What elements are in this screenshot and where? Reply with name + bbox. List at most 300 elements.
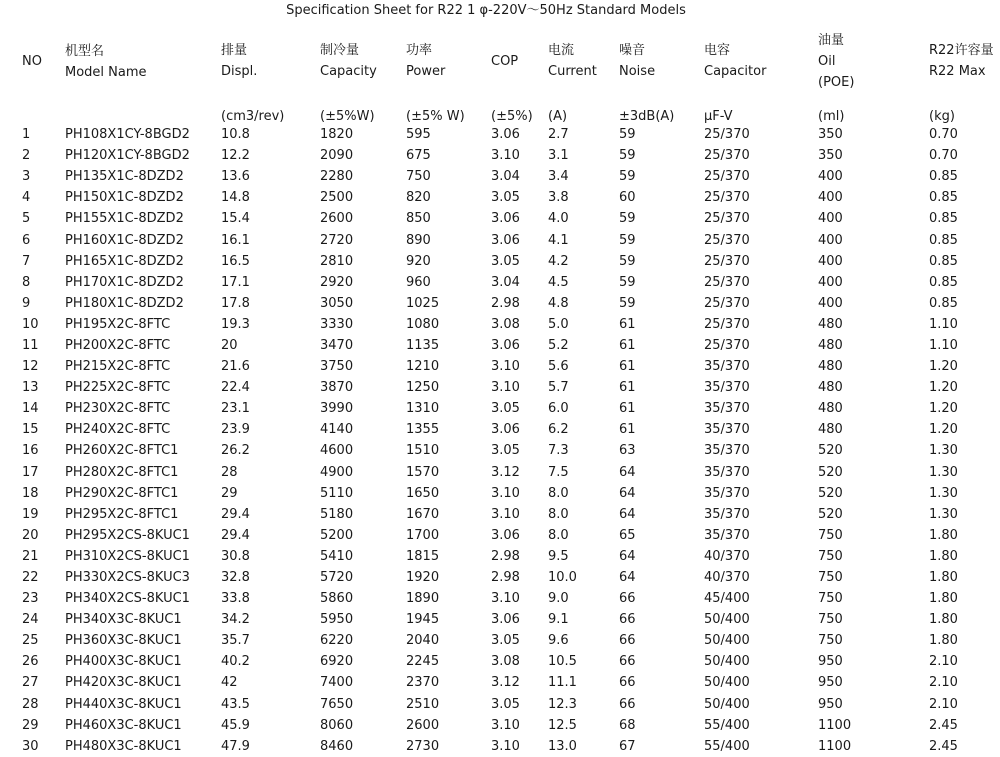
cell-current: 9.6 — [548, 633, 569, 649]
cell-power: 1355 — [406, 422, 440, 438]
cell-displacement: 23.9 — [221, 422, 250, 438]
cell-capacity: 7650 — [320, 696, 354, 712]
cell-cop: 3.05 — [491, 696, 520, 712]
cell-r22-max: 0.85 — [929, 190, 958, 206]
cell-r22-max: 0.85 — [929, 169, 958, 185]
cell-power: 820 — [406, 190, 431, 206]
cell-model-name: PH155X1C-8DZD2 — [65, 211, 184, 227]
table-row — [22, 694, 999, 715]
cell-oil: 1100 — [818, 717, 852, 733]
cell-r22-max: 2.10 — [929, 675, 958, 691]
cell-model-name: PH260X2C-8FTC1 — [65, 443, 179, 459]
cell-power: 1210 — [406, 359, 440, 375]
cell-power: 920 — [406, 253, 431, 269]
cell-capacitor: 25/370 — [704, 274, 750, 290]
cell-model-name: PH280X2C-8FTC1 — [65, 464, 179, 480]
header-noise-en: Noise — [619, 64, 656, 79]
cell-capacitor: 35/370 — [704, 464, 750, 480]
cell-oil: 520 — [818, 443, 843, 459]
cell-r22-max: 0.85 — [929, 232, 958, 248]
cell-oil: 480 — [818, 401, 843, 417]
cell-model-name: PH340X3C-8KUC1 — [65, 612, 182, 628]
cell-power: 1815 — [406, 548, 440, 564]
cell-r22-max: 1.80 — [929, 591, 958, 607]
cell-no: 17 — [22, 464, 39, 480]
cell-model-name: PH120X1CY-8BGD2 — [65, 148, 190, 164]
cell-capacitor: 55/400 — [704, 738, 750, 754]
cell-cop: 3.10 — [491, 591, 520, 607]
table-row — [22, 229, 999, 250]
cell-r22-max: 0.70 — [929, 127, 958, 143]
cell-oil: 950 — [818, 675, 843, 691]
table-body — [22, 124, 999, 757]
cell-current: 9.1 — [548, 612, 569, 628]
cell-r22-max: 0.70 — [929, 148, 958, 164]
cell-cop: 3.06 — [491, 127, 520, 143]
header-cap-en: Capacity — [320, 64, 377, 79]
cell-r22-max: 1.20 — [929, 422, 958, 438]
cell-power: 1080 — [406, 316, 440, 332]
cell-displacement: 35.7 — [221, 633, 250, 649]
cell-no: 27 — [22, 675, 39, 691]
cell-cop: 3.06 — [491, 337, 520, 353]
cell-r22-max: 0.85 — [929, 253, 958, 269]
cell-displacement: 45.9 — [221, 717, 250, 733]
cell-current: 12.5 — [548, 717, 577, 733]
cell-oil: 480 — [818, 380, 843, 396]
cell-current: 7.5 — [548, 464, 569, 480]
cell-r22-max: 1.10 — [929, 316, 958, 332]
header-cop — [491, 22, 548, 100]
table-row — [22, 398, 999, 419]
cell-no: 13 — [22, 380, 39, 396]
cell-capacitor: 25/370 — [704, 211, 750, 227]
header-pow-en: Power — [406, 64, 446, 79]
cell-model-name: PH135X1C-8DZD2 — [65, 169, 184, 185]
cell-capacitor: 55/400 — [704, 717, 750, 733]
cell-r22-max: 1.30 — [929, 443, 958, 459]
cell-oil: 750 — [818, 633, 843, 649]
cell-capacitor: 40/370 — [704, 570, 750, 586]
header-capac-en: Capacitor — [704, 64, 767, 79]
cell-displacement: 16.1 — [221, 232, 250, 248]
cell-cop: 3.05 — [491, 443, 520, 459]
cell-power: 1890 — [406, 591, 440, 607]
cell-noise: 66 — [619, 654, 636, 670]
cell-oil: 750 — [818, 591, 843, 607]
header-pow-cn: 功率 — [406, 43, 433, 58]
cell-current: 8.0 — [548, 485, 569, 501]
cell-displacement: 14.8 — [221, 190, 250, 206]
header-oil-en: Oil — [818, 53, 836, 69]
cell-displacement: 19.3 — [221, 316, 250, 332]
cell-capacitor: 25/370 — [704, 127, 750, 143]
cell-noise: 67 — [619, 738, 636, 754]
cell-no: 18 — [22, 485, 39, 501]
cell-r22-max: 1.80 — [929, 548, 958, 564]
cell-displacement: 20 — [221, 337, 238, 353]
cell-power: 1670 — [406, 506, 440, 522]
header-noise — [619, 22, 704, 100]
table-row — [22, 293, 999, 314]
cell-capacity: 5410 — [320, 548, 354, 564]
cell-oil: 350 — [818, 148, 843, 164]
cell-current: 3.8 — [548, 190, 569, 206]
cell-capacitor: 50/400 — [704, 654, 750, 670]
cell-displacement: 47.9 — [221, 738, 250, 754]
cell-model-name: PH165X1C-8DZD2 — [65, 253, 184, 269]
cell-capacitor: 35/370 — [704, 401, 750, 417]
cell-model-name: PH170X1C-8DZD2 — [65, 274, 184, 290]
header-oil-cn: 油量 — [818, 32, 845, 48]
header-no — [22, 22, 65, 100]
cell-no: 4 — [22, 190, 31, 206]
cell-no: 26 — [22, 654, 39, 670]
table-row — [22, 736, 999, 757]
cell-model-name: PH180X1C-8DZD2 — [65, 295, 184, 311]
cell-current: 10.5 — [548, 654, 577, 670]
cell-displacement: 22.4 — [221, 380, 250, 396]
table-row — [22, 715, 999, 736]
cell-capacity: 2810 — [320, 253, 354, 269]
cell-model-name: PH195X2C-8FTC — [65, 316, 171, 332]
cell-capacitor: 50/400 — [704, 612, 750, 628]
table-row — [22, 377, 999, 398]
cell-current: 2.7 — [548, 127, 569, 143]
header-capacity — [320, 22, 406, 100]
table-row — [22, 251, 999, 272]
cell-capacitor: 25/370 — [704, 148, 750, 164]
header-displ-cn: 排量 — [221, 43, 248, 58]
cell-displacement: 17.8 — [221, 295, 250, 311]
cell-capacitor: 50/400 — [704, 696, 750, 712]
cell-power: 750 — [406, 169, 431, 185]
cell-cop: 3.05 — [491, 190, 520, 206]
cell-displacement: 29.4 — [221, 527, 250, 543]
cell-noise: 59 — [619, 148, 636, 164]
cell-oil: 400 — [818, 253, 843, 269]
header-model-cn: 机型名 — [65, 44, 105, 59]
cell-cop: 3.08 — [491, 316, 520, 332]
cell-current: 6.2 — [548, 422, 569, 438]
cell-capacitor: 25/370 — [704, 253, 750, 269]
table-row — [22, 672, 999, 693]
cell-noise: 66 — [619, 591, 636, 607]
cell-model-name: PH108X1CY-8BGD2 — [65, 127, 190, 143]
unit-cell: μF-V — [704, 109, 733, 124]
cell-noise: 64 — [619, 464, 636, 480]
cell-noise: 63 — [619, 443, 636, 459]
cell-current: 13.0 — [548, 738, 577, 754]
cell-oil: 480 — [818, 422, 843, 438]
cell-power: 850 — [406, 211, 431, 227]
cell-displacement: 42 — [221, 675, 238, 691]
cell-current: 3.4 — [548, 169, 569, 185]
cell-noise: 68 — [619, 717, 636, 733]
cell-noise: 61 — [619, 380, 636, 396]
cell-displacement: 12.2 — [221, 148, 250, 164]
cell-oil: 520 — [818, 485, 843, 501]
table-row — [22, 588, 999, 609]
cell-r22-max: 0.85 — [929, 211, 958, 227]
header-noise-cn: 噪音 — [619, 43, 646, 58]
header-power — [406, 22, 491, 100]
cell-displacement: 40.2 — [221, 654, 250, 670]
cell-model-name: PH480X3C-8KUC1 — [65, 738, 182, 754]
cell-current: 10.0 — [548, 570, 577, 586]
cell-capacity: 2500 — [320, 190, 354, 206]
cell-noise: 61 — [619, 401, 636, 417]
spec-table — [22, 22, 999, 757]
table-row — [22, 504, 999, 525]
cell-noise: 59 — [619, 274, 636, 290]
cell-oil: 400 — [818, 295, 843, 311]
cell-capacity: 2090 — [320, 148, 354, 164]
cell-noise: 64 — [619, 485, 636, 501]
cell-oil: 350 — [818, 127, 843, 143]
cell-no: 28 — [22, 696, 39, 712]
cell-capacity: 5720 — [320, 570, 354, 586]
cell-no: 1 — [22, 127, 31, 143]
cell-capacitor: 25/370 — [704, 337, 750, 353]
cell-model-name: PH150X1C-8DZD2 — [65, 190, 184, 206]
cell-model-name: PH420X3C-8KUC1 — [65, 675, 182, 691]
cell-r22-max: 1.80 — [929, 633, 958, 649]
cell-displacement: 32.8 — [221, 570, 250, 586]
cell-displacement: 23.1 — [221, 401, 250, 417]
table-row — [22, 525, 999, 546]
cell-displacement: 34.2 — [221, 612, 250, 628]
cell-noise: 66 — [619, 675, 636, 691]
cell-displacement: 16.5 — [221, 253, 250, 269]
unit-cell: (±5%) — [491, 109, 533, 124]
cell-no: 8 — [22, 274, 31, 290]
cell-capacity: 5200 — [320, 527, 354, 543]
unit-cell: (A) — [548, 109, 568, 124]
cell-capacitor: 50/400 — [704, 675, 750, 691]
cell-cop: 3.10 — [491, 359, 520, 375]
table-row — [22, 609, 999, 630]
cell-oil: 520 — [818, 464, 843, 480]
cell-r22-max: 1.20 — [929, 380, 958, 396]
header-oil-type: (POE) — [818, 74, 855, 90]
cell-displacement: 29.4 — [221, 506, 250, 522]
cell-model-name: PH290X2C-8FTC1 — [65, 485, 179, 501]
cell-r22-max: 0.85 — [929, 274, 958, 290]
table-row — [22, 567, 999, 588]
cell-no: 22 — [22, 570, 39, 586]
cell-cop: 3.06 — [491, 422, 520, 438]
cell-no: 15 — [22, 422, 39, 438]
cell-noise: 60 — [619, 190, 636, 206]
cell-model-name: PH340X2CS-8KUC1 — [65, 591, 190, 607]
cell-capacity: 4600 — [320, 443, 354, 459]
cell-r22-max: 1.80 — [929, 612, 958, 628]
cell-r22-max: 1.80 — [929, 527, 958, 543]
cell-model-name: PH440X3C-8KUC1 — [65, 696, 182, 712]
cell-model-name: PH360X3C-8KUC1 — [65, 633, 182, 649]
cell-power: 2510 — [406, 696, 440, 712]
cell-noise: 66 — [619, 612, 636, 628]
cell-r22-max: 1.20 — [929, 359, 958, 375]
header-displ-en: Displ. — [221, 64, 258, 79]
cell-cop: 3.06 — [491, 211, 520, 227]
table-row — [22, 630, 999, 651]
cell-oil: 1100 — [818, 738, 852, 754]
cell-capacitor: 35/370 — [704, 380, 750, 396]
cell-model-name: PH160X1C-8DZD2 — [65, 232, 184, 248]
cell-no: 29 — [22, 717, 39, 733]
cell-current: 7.3 — [548, 443, 569, 459]
cell-displacement: 26.2 — [221, 443, 250, 459]
cell-capacitor: 35/370 — [704, 443, 750, 459]
cell-r22-max: 1.80 — [929, 570, 958, 586]
cell-cop: 3.06 — [491, 527, 520, 543]
header-r22-cn: R22许容量 — [929, 43, 994, 58]
cell-power: 1135 — [406, 337, 440, 353]
cell-cop: 3.06 — [491, 232, 520, 248]
header-model-name — [65, 22, 221, 100]
cell-noise: 64 — [619, 506, 636, 522]
cell-r22-max: 1.30 — [929, 506, 958, 522]
table-row — [22, 272, 999, 293]
cell-capacity: 5950 — [320, 612, 354, 628]
cell-noise: 59 — [619, 253, 636, 269]
cell-capacity: 3990 — [320, 401, 354, 417]
cell-current: 8.0 — [548, 506, 569, 522]
cell-noise: 64 — [619, 570, 636, 586]
cell-model-name: PH295X2C-8FTC1 — [65, 506, 179, 522]
cell-capacity: 4900 — [320, 464, 354, 480]
header-cop-label: COP — [491, 53, 519, 69]
cell-current: 4.5 — [548, 274, 569, 290]
cell-no: 19 — [22, 506, 39, 522]
cell-noise: 59 — [619, 232, 636, 248]
cell-power: 890 — [406, 232, 431, 248]
cell-cop: 2.98 — [491, 295, 520, 311]
cell-r22-max: 1.30 — [929, 485, 958, 501]
header-capacitor — [704, 22, 818, 100]
cell-capacity: 5860 — [320, 591, 354, 607]
cell-cop: 3.10 — [491, 717, 520, 733]
cell-noise: 66 — [619, 633, 636, 649]
cell-cop: 3.10 — [491, 485, 520, 501]
cell-power: 2600 — [406, 717, 440, 733]
cell-cop: 3.05 — [491, 401, 520, 417]
unit-cell: (kg) — [929, 109, 955, 124]
cell-no: 5 — [22, 211, 31, 227]
header-row — [22, 22, 999, 100]
cell-model-name: PH215X2C-8FTC — [65, 359, 171, 375]
cell-model-name: PH230X2C-8FTC — [65, 401, 171, 417]
header-oil — [818, 22, 929, 100]
cell-current: 4.8 — [548, 295, 569, 311]
cell-current: 5.7 — [548, 380, 569, 396]
table-row — [22, 462, 999, 483]
cell-model-name: PH240X2C-8FTC — [65, 422, 171, 438]
page-title: Specification Sheet for R22 1 φ-220V～50Hz Standard Models — [286, 3, 686, 18]
cell-capacity: 3870 — [320, 380, 354, 396]
cell-noise: 59 — [619, 295, 636, 311]
cell-capacity: 6920 — [320, 654, 354, 670]
cell-displacement: 13.6 — [221, 169, 250, 185]
cell-power: 675 — [406, 148, 431, 164]
cell-capacitor: 25/370 — [704, 190, 750, 206]
cell-r22-max: 2.45 — [929, 738, 958, 754]
cell-power: 1920 — [406, 570, 440, 586]
cell-capacity: 3750 — [320, 359, 354, 375]
table-row — [22, 356, 999, 377]
cell-oil: 950 — [818, 696, 843, 712]
cell-capacitor: 35/370 — [704, 506, 750, 522]
cell-model-name: PH200X2C-8FTC — [65, 337, 171, 353]
cell-oil: 520 — [818, 506, 843, 522]
table-row — [22, 124, 999, 145]
table-row — [22, 546, 999, 567]
cell-displacement: 21.6 — [221, 359, 250, 375]
cell-r22-max: 0.85 — [929, 295, 958, 311]
table-row — [22, 145, 999, 166]
cell-displacement: 43.5 — [221, 696, 250, 712]
cell-oil: 480 — [818, 316, 843, 332]
cell-capacity: 8060 — [320, 717, 354, 733]
table-row — [22, 440, 999, 461]
cell-displacement: 28 — [221, 464, 238, 480]
cell-current: 5.2 — [548, 337, 569, 353]
cell-no: 11 — [22, 337, 39, 353]
cell-noise: 65 — [619, 527, 636, 543]
cell-capacity: 3050 — [320, 295, 354, 311]
cell-power: 1570 — [406, 464, 440, 480]
cell-no: 3 — [22, 169, 31, 185]
cell-power: 1250 — [406, 380, 440, 396]
cell-current: 4.2 — [548, 253, 569, 269]
unit-cell — [22, 100, 65, 124]
cell-power: 2730 — [406, 738, 440, 754]
cell-displacement: 10.8 — [221, 127, 250, 143]
cell-capacitor: 35/370 — [704, 527, 750, 543]
cell-displacement: 33.8 — [221, 591, 250, 607]
cell-no: 10 — [22, 316, 39, 332]
cell-capacity: 5180 — [320, 506, 354, 522]
header-r22-max — [929, 22, 999, 100]
cell-noise: 59 — [619, 127, 636, 143]
cell-noise: 66 — [619, 696, 636, 712]
cell-cop: 3.10 — [491, 738, 520, 754]
cell-model-name: PH295X2CS-8KUC1 — [65, 527, 190, 543]
cell-capacitor: 25/370 — [704, 169, 750, 185]
unit-cell — [65, 100, 221, 124]
cell-cop: 3.12 — [491, 464, 520, 480]
cell-oil: 400 — [818, 274, 843, 290]
cell-displacement: 29 — [221, 485, 238, 501]
cell-oil: 400 — [818, 211, 843, 227]
cell-capacity: 7400 — [320, 675, 354, 691]
cell-r22-max: 2.10 — [929, 696, 958, 712]
cell-current: 6.0 — [548, 401, 569, 417]
cell-no: 20 — [22, 527, 39, 543]
cell-displacement: 30.8 — [221, 548, 250, 564]
cell-power: 1700 — [406, 527, 440, 543]
cell-current: 9.5 — [548, 548, 569, 564]
cell-no: 9 — [22, 295, 31, 311]
cell-no: 24 — [22, 612, 39, 628]
cell-power: 1510 — [406, 443, 440, 459]
cell-capacity: 2920 — [320, 274, 354, 290]
cell-noise: 59 — [619, 211, 636, 227]
cell-current: 4.0 — [548, 211, 569, 227]
cell-model-name: PH460X3C-8KUC1 — [65, 717, 182, 733]
